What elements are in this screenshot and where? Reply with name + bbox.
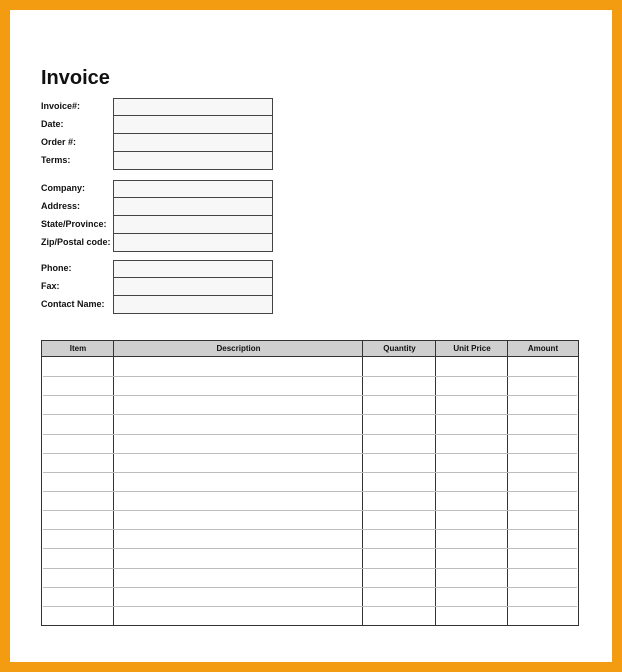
contact-name-field[interactable] [113,296,273,314]
field-label: Date: [41,119,64,129]
field-label: Order #: [41,137,77,147]
address-field[interactable] [113,198,273,216]
column-header-quantity: Quantity [383,344,416,353]
field-label: State/Province: [41,219,107,229]
invoice-number-field[interactable] [113,98,273,116]
column-divider [113,341,114,625]
column-header-amount: Amount [527,344,559,353]
field-label: Invoice#: [41,101,81,111]
field-label: Company: [41,183,86,193]
table-row-divider [43,529,577,530]
table-row-divider [43,395,577,396]
table-row-divider [43,510,577,511]
field-label: Phone: [41,263,72,273]
table-row-divider [43,376,577,377]
field-label: Fax: [41,281,60,291]
field-label: Contact Name: [41,299,105,309]
line-items-table [41,340,579,626]
field-label: Terms: [41,155,71,165]
field-label: Address: [41,201,81,211]
page-title: Invoice [41,67,110,89]
date-field[interactable] [113,116,273,134]
field-label: Zip/Postal code: [41,237,111,247]
column-divider [362,341,363,625]
column-header-description: Description [216,344,261,353]
table-row-divider [43,587,577,588]
table-row-divider [43,453,577,454]
table-row-divider [43,491,577,492]
column-divider [435,341,436,625]
company-field[interactable] [113,180,273,198]
table-row-divider [43,548,577,549]
column-divider [507,341,508,625]
phone-field[interactable] [113,260,273,278]
table-header [42,341,578,357]
table-row-divider [43,434,577,435]
table-row-divider [43,606,577,607]
zip-postal-field[interactable] [113,234,273,252]
invoice-page [10,10,612,662]
state-province-field[interactable] [113,216,273,234]
order-number-field[interactable] [113,134,273,152]
fax-field[interactable] [113,278,273,296]
table-row-divider [43,414,577,415]
column-header-item: Item [69,344,87,353]
table-row-divider [43,568,577,569]
terms-field[interactable] [113,152,273,170]
table-row-divider [43,472,577,473]
column-header-unit-price: Unit Price [453,344,491,353]
